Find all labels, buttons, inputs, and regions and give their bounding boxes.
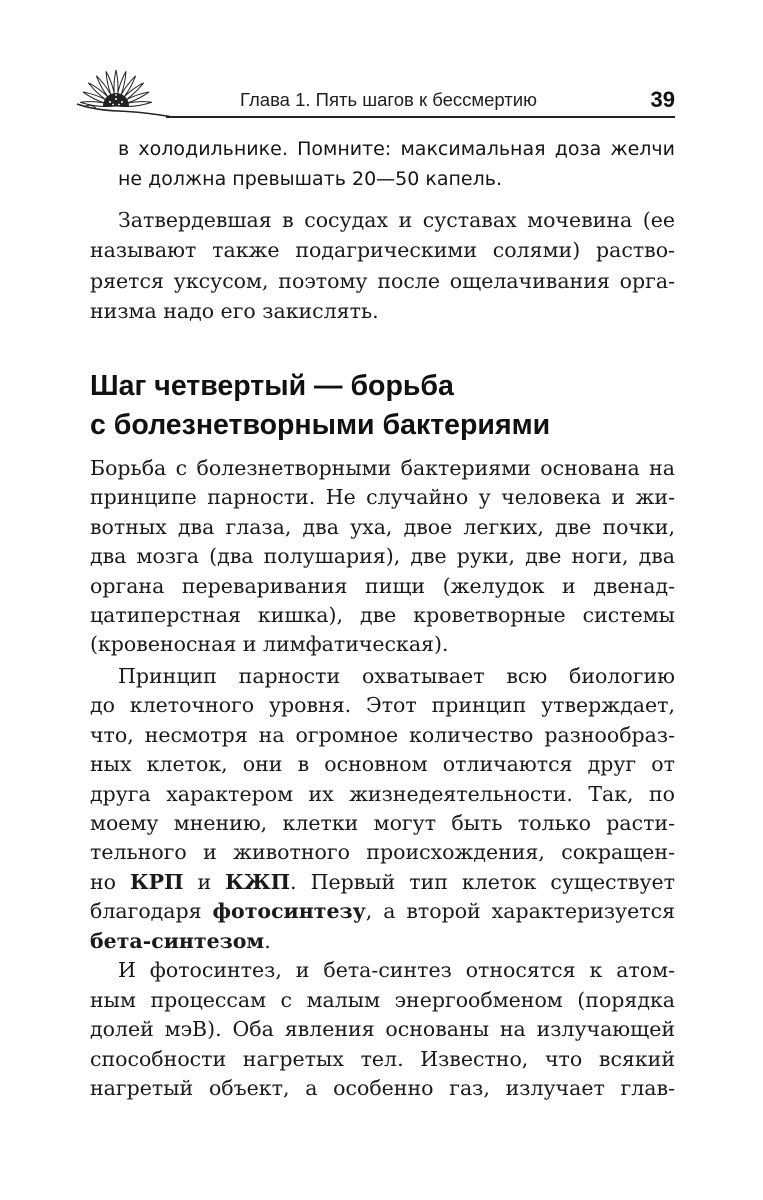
text-line: принципе парности. Не случайно у человека и жи- xyxy=(90,485,675,510)
text-line: называют также подагрическими солями) раство- xyxy=(90,238,675,263)
text-line: органа переваривания пищи (желудок и двенад- xyxy=(90,573,675,598)
text-line: Затвердевшая в сосудах и суставах мочевина (ее xyxy=(118,208,675,232)
text-line xyxy=(90,868,675,897)
paragraph-pairing-principle xyxy=(90,454,675,660)
text-line: вотных два глаза, два уха, двое легких, две почки, xyxy=(90,514,675,539)
text-line: Шаг четвертый — борьба xyxy=(90,370,454,402)
header-rule xyxy=(166,116,675,118)
sunflower-ornament-icon xyxy=(74,64,170,122)
text-line xyxy=(90,897,675,926)
text-line: Борьба с болезнетворными бактериями основана на xyxy=(90,456,675,480)
continuation-note xyxy=(118,134,675,194)
text-line: И фотосинтез, и бета-синтез относятся к атом- xyxy=(118,958,675,982)
text-line: с болезнетворными бактериями xyxy=(90,409,551,441)
text-line xyxy=(90,927,675,956)
text-line: долей мэВ). Оба явления основаны на излучающей xyxy=(90,1017,675,1042)
text-line: Принцип парности охватывает всю биологию xyxy=(118,664,675,688)
text-run: . Первый тип клеток существует xyxy=(290,869,675,894)
text-run: . xyxy=(264,928,271,953)
bold-term: фотосинтезу xyxy=(212,899,366,924)
text-line: (кровеносная и лимфатическая). xyxy=(90,632,449,657)
text-line: друга характером их жизнедеятельности. Так, по xyxy=(90,781,675,806)
section-heading xyxy=(90,367,675,445)
text-line: ным процессам с малым энергообменом (порядка xyxy=(90,987,675,1012)
text-line: не должна превышать 20—50 капель. xyxy=(118,168,502,190)
text-line: ряется уксусом, поэтому после ощелачивания орга- xyxy=(90,268,675,293)
bold-term: КЖП xyxy=(225,869,291,894)
text-line: цатиперстная кишка), две кроветворные системы xyxy=(90,603,675,628)
text-line: два мозга (два полушария), две руки, две ноги, два xyxy=(90,544,675,569)
text-line: ных клеток, они в основном отличаются друг от xyxy=(90,752,675,777)
text-run: но xyxy=(90,869,131,894)
bold-term: КРП xyxy=(130,869,184,894)
text-line: в холодильнике. Помните: максимальная доза желчи xyxy=(118,138,675,160)
page-number: 39 xyxy=(650,87,675,112)
text-line: тельного и животного происхождения, сокращен- xyxy=(90,840,675,865)
text-line: моему мнению, клетки могут быть только расти- xyxy=(90,811,675,836)
paragraph-urea xyxy=(90,205,675,326)
text-run: , а второй характеризуется xyxy=(365,899,675,924)
text-run: благодаря xyxy=(90,899,213,924)
chapter-title: Глава 1. Пять шагов к бессмертию xyxy=(240,89,537,110)
text-line: нагретый объект, а особенно газ, излучает глав- xyxy=(90,1076,675,1101)
text-line: низма надо его закислять. xyxy=(90,298,379,323)
bold-term: бета-синтезом xyxy=(90,928,265,953)
text-line: что, несмотря на огромное количество разнообраз- xyxy=(90,722,675,747)
text-line: способности нагретых тел. Известно, что всякий xyxy=(90,1046,675,1071)
text-run: и xyxy=(183,869,226,894)
paragraph-cell-types xyxy=(90,662,675,956)
text-line: до клеточного уровня. Этот принцип утверждает, xyxy=(90,693,675,718)
paragraph-photosynthesis xyxy=(90,956,675,1104)
